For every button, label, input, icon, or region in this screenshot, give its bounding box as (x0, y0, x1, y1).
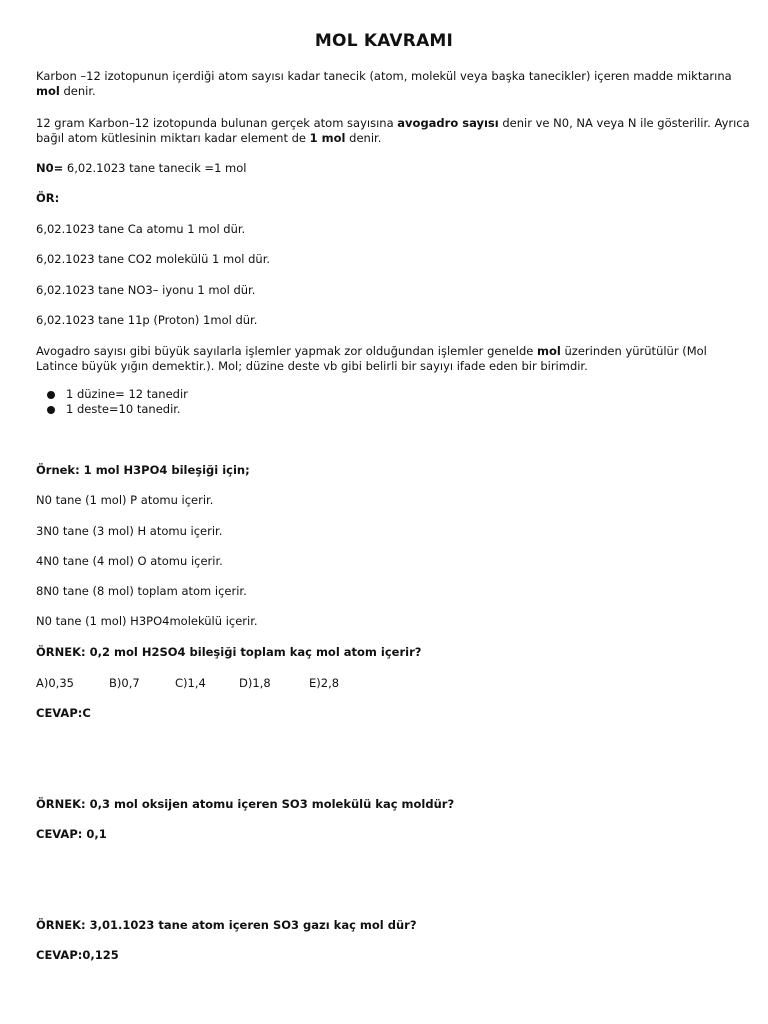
n0-text: 6,02.1023 tane tanecik =1 mol (63, 161, 247, 175)
one-mol-term: 1 mol (309, 131, 346, 145)
bullet-item: 1 deste=10 tanedir. (66, 402, 181, 416)
avogadro-post: denir ve N0, NA veya N ile gösterilir. Ayrıca (498, 116, 750, 130)
option-e: E)2,8 (309, 676, 340, 690)
ornek1-line: 3N0 tane (3 mol) H atomu içerir. (36, 524, 223, 538)
avogadro-term: avogadro sayısı (397, 116, 499, 130)
avogadro-pre: 12 gram Karbon–12 izotopunda bulunan gerçek atom sayısına (36, 116, 398, 130)
mol-term: mol (36, 84, 60, 98)
page-title: MOL KAVRAMI (314, 31, 454, 51)
ornek1-line: N0 tane (1 mol) P atomu içerir. (36, 493, 214, 507)
ornek1-line: N0 tane (1 mol) H3PO4molekülü içerir. (36, 614, 258, 628)
option-c: C)1,4 (175, 676, 206, 690)
ornek1-heading: Örnek: 1 mol H3PO4 bileşiği için; (36, 463, 250, 477)
example-line: 6,02.1023 tane 11p (Proton) 1mol dür. (36, 313, 258, 327)
usage-post: üzerinden yürütülür (Mol (560, 344, 707, 358)
option-d: D)1,8 (239, 676, 271, 690)
avogadro-definition-line-2 (36, 131, 736, 147)
option-a: A)0,35 (36, 676, 74, 690)
avogadro-usage-line-1 (36, 344, 736, 360)
option-b: B)0,7 (109, 676, 140, 690)
n0-label: N0= (36, 161, 64, 175)
answer-2: CEVAP: 0,1 (36, 827, 107, 841)
example-line: 6,02.1023 tane CO2 molekülü 1 mol dür. (36, 252, 271, 266)
avogadro-definition-line-1 (36, 116, 750, 132)
mol-definition-line-2 (36, 84, 736, 100)
question-1: ÖRNEK: 0,2 mol H2SO4 bileşiği toplam kaç mol atom içerir? (36, 645, 422, 659)
or-label: ÖR: (36, 191, 60, 205)
mol-term-2: mol (537, 344, 561, 358)
atomic-mass-pre: bağıl atom kütlesinin miktarı kadar element de (36, 131, 310, 145)
answer-1: CEVAP:C (36, 706, 91, 720)
answer-3: CEVAP:0,125 (36, 948, 119, 962)
example-line: 6,02.1023 tane NO3– iyonu 1 mol dür. (36, 283, 256, 297)
mol-definition-rest: denir. (59, 84, 96, 98)
bullet-item: 1 düzine= 12 tanedir (66, 387, 188, 401)
bullet-dot-icon (47, 391, 55, 399)
avogadro-usage-line-2: Latince büyük yığın demektir.). Mol; düzine deste vb gibi belirli bir sayıyı ifade eden bir birimdir. (36, 359, 588, 373)
example-line: 6,02.1023 tane Ca atomu 1 mol dür. (36, 222, 246, 236)
ornek1-line: 8N0 tane (8 mol) toplam atom içerir. (36, 584, 247, 598)
question-2: ÖRNEK: 0,3 mol oksijen atomu içeren SO3 molekülü kaç moldür? (36, 797, 455, 811)
ornek1-line: 4N0 tane (4 mol) O atomu içerir. (36, 554, 223, 568)
question-3: ÖRNEK: 3,01.1023 tane atom içeren SO3 gazı kaç mol dür? (36, 918, 417, 932)
n0-definition (36, 161, 736, 177)
atomic-mass-post: denir. (345, 131, 382, 145)
usage-pre: Avogadro sayısı gibi büyük sayılarla işlemler yapmak zor olduğundan işlemler genelde (36, 344, 538, 358)
mol-definition-line-1: Karbon –12 izotopunun içerdiği atom sayısı kadar tanecik (atom, molekül veya başka tanecikler) içeren madde miktarına (36, 69, 732, 83)
bullet-dot-icon (47, 406, 55, 414)
